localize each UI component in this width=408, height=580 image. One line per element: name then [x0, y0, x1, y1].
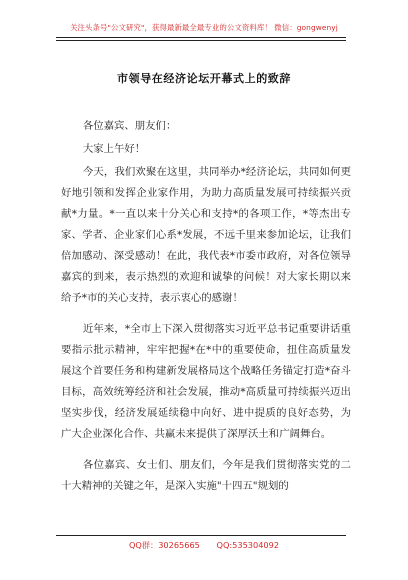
outlook-paragraph: 各位嘉宾、女士们、朋友们，今年是我们贯彻落实党的二十大精神的关键之年，是深入实施"十四五"规划的 [61, 459, 351, 492]
welcome-paragraph: 今天，我们欢聚在这里，共同举办*经济论坛，共同如何更好地引领和发挥企业家作用，为助力高质量发展可持续振兴贡献*力量。*一直以来十分关心和支持*的各项工作，*等杰出专家、学者、企业家们心系*发展，不远千里来参加论坛，让我们倍加感动、深受感动！在此，我代表*市委市政府，对各位领导嘉宾的到来，表示热烈的欢迎和诚挚的问候！对大家长期以来给予*市的关心支持，表示衷心的感谢！ [61, 166, 351, 304]
header-banner: 关注头条号"公文研究"，获得最新最全最专业的公文资料库！ 微信：gongwenyj [70, 23, 338, 32]
footer-rule [56, 535, 346, 536]
header-rule-top [56, 37, 346, 38]
document-body [61, 116, 351, 497]
salutation-paragraph: 各位嘉宾、朋友们： [82, 120, 177, 132]
greeting-paragraph: 大家上午好！ [82, 143, 146, 155]
header-rule-bottom [56, 40, 346, 41]
qq-group-2: QQ:535304092 [216, 540, 280, 550]
document-title: 市领导在经济论坛开幕式上的致辞 [117, 72, 291, 85]
footer-contact [0, 540, 408, 551]
qq-group-1: QQ群：30265665 [128, 540, 200, 550]
achievements-paragraph: 近年来，*全市上下深入贯彻落实习近平总书记重要讲话重要指示批示精神，牢牢把握*在*中的重要使命，扭住高质量发展这个首要任务和构建新发展格局这个战略任务锚定打造*奋斗目标，高效统筹经济和社会发展，推动*高质量可持续振兴迈出坚实步伐，经济发展延续稳中向好、进中提质的良好态势，为广大企业深化合作、共赢未来提供了深厚沃土和广阔舞台。 [61, 323, 351, 440]
